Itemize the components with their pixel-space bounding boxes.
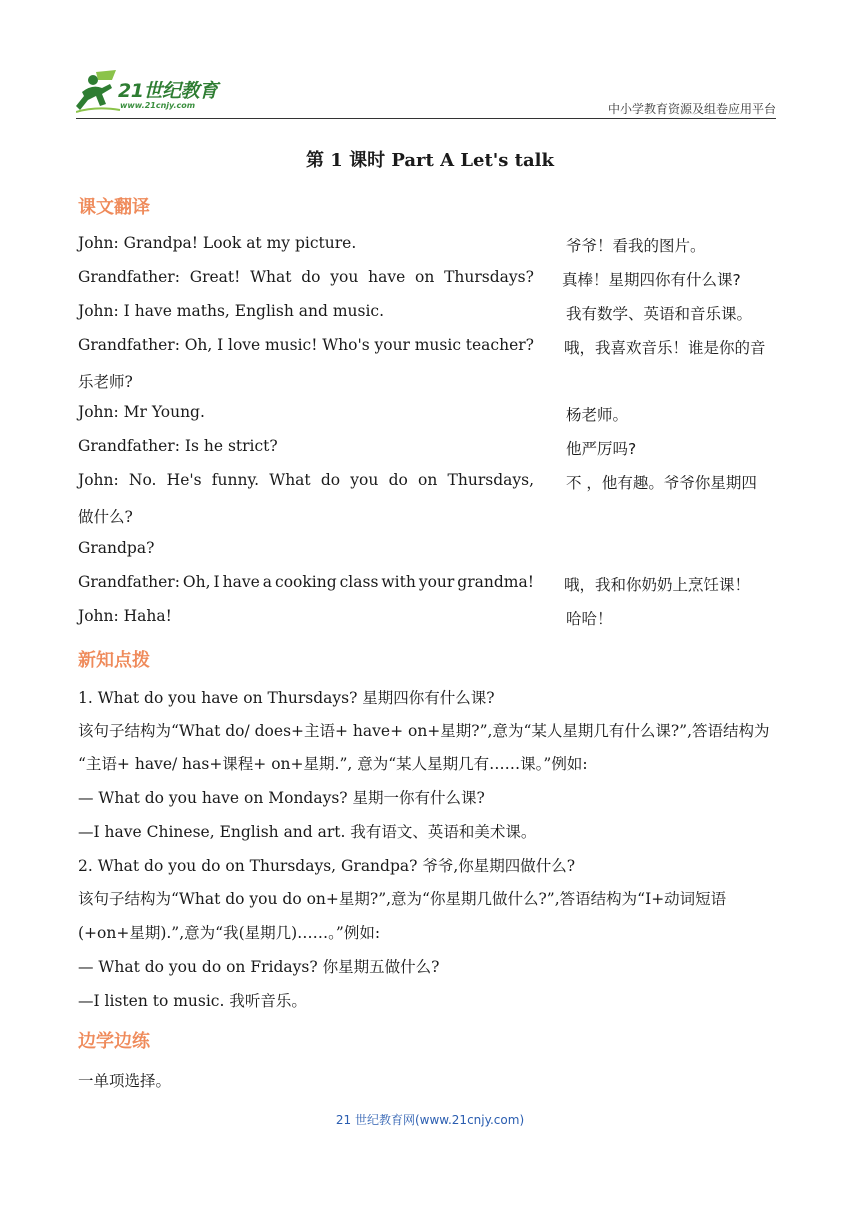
dialogue-chinese-translation: 不 ，他有趣。爷爷你星期四 <box>566 474 757 492</box>
dialogue-chinese-translation: 爷爷！看我的图片。 <box>566 237 706 255</box>
dialogue-word: Great! <box>189 268 241 286</box>
knowledge-line: (+on+星期).”,意为“我(星期几)……。”例如: <box>78 924 381 942</box>
dialogue-word: Grandfather: <box>78 268 180 286</box>
dialogue-english-line: John: Haha! <box>78 607 172 625</box>
knowledge-line: —I have Chinese, English and art. 我有语文、英语和美术课。 <box>78 823 537 841</box>
knowledge-line: — What do you do on Fridays? 你星期五做什么? <box>78 958 440 976</box>
dialogue-word: with <box>381 573 416 591</box>
knowledge-line: 1. What do you have on Thursdays? 星期四你有什么课? <box>78 689 495 707</box>
dialogue-word: do <box>320 471 341 489</box>
dialogue-word: I <box>217 336 224 354</box>
header-tagline: 中小学教育资源及组卷应用平台 <box>607 102 776 116</box>
logo <box>76 70 246 116</box>
dialogue-word: No. <box>128 471 157 489</box>
knowledge-line: 该句子结构为“What do/ does+主语+ have+ on+星期?”,意为“某人星期几有什么课?”,答语结构为 <box>78 722 770 740</box>
dialogue-word: John: <box>78 471 119 489</box>
knowledge-line: “主语+ have/ has+课程+ on+星期.”, 意为“某人星期几有……课。”例如: <box>78 755 588 773</box>
dialogue-word: your <box>418 573 455 591</box>
dialogue-word: you <box>350 471 379 489</box>
dialogue-english-line: 做什么? <box>78 508 133 526</box>
dialogue-word: do <box>301 268 321 286</box>
dialogue-word: music <box>414 336 462 354</box>
dialogue-word: Oh, <box>182 573 211 591</box>
dialogue-word: have <box>368 268 406 286</box>
practice-instruction: 一单项选择。 <box>78 1072 172 1090</box>
logo-url: www.21cnjy.com <box>120 101 196 110</box>
dialogue-english-line <box>78 471 534 489</box>
dialogue-word: class <box>339 573 379 591</box>
dialogue-english-line: John: I have maths, English and music. <box>78 302 385 320</box>
dialogue-chinese-translation: 杨老师。 <box>566 406 629 424</box>
dialogue-english-line: 乐老师? <box>78 373 133 391</box>
section-heading-knowledge: 新知点拨 <box>78 650 150 671</box>
dialogue-word: funny. <box>211 471 260 489</box>
dialogue-english-line <box>78 573 534 591</box>
dialogue-word: What <box>269 471 311 489</box>
dialogue-word: He's <box>166 471 202 489</box>
dialogue-word: music! <box>264 336 318 354</box>
dialogue-word: do <box>388 471 408 489</box>
logo-text: 21世纪教育 <box>118 80 218 102</box>
knowledge-line: — What do you have on Mondays? 星期一你有什么课? <box>78 789 485 807</box>
dialogue-word: Thursdays, <box>447 471 534 489</box>
dialogue-word: I <box>213 573 220 591</box>
footer: 21 世纪教育网(www.21cnjy.com) <box>335 1113 525 1127</box>
runner-logo-icon <box>76 70 122 116</box>
dialogue-english-line <box>78 336 534 354</box>
header-divider <box>76 118 776 119</box>
dialogue-word: grandma! <box>457 573 534 591</box>
dialogue-word: Who's <box>322 336 370 354</box>
dialogue-chinese-translation: 我有数学、英语和音乐课。 <box>566 305 753 323</box>
page-header <box>76 70 776 118</box>
dialogue-word: on <box>415 268 435 286</box>
knowledge-line: 该句子结构为“What do you do on+星期?”,意为“你星期几做什么?”,答语结构为“I+动词短语 <box>78 890 727 908</box>
knowledge-line: —I listen to music. 我听音乐。 <box>78 992 307 1010</box>
knowledge-line: 2. What do you do on Thursdays, Grandpa? 爷爷,你星期四做什么? <box>78 857 576 875</box>
dialogue-english-line <box>78 268 534 286</box>
dialogue-chinese-translation: 他严厉吗? <box>566 440 637 458</box>
dialogue-word: Thursdays? <box>444 268 534 286</box>
page-title: 第 1 课时 Part A Let's talk <box>306 150 554 171</box>
dialogue-english-line: John: Mr Young. <box>78 403 205 421</box>
dialogue-word: on <box>418 471 438 489</box>
section-heading-practice: 边学边练 <box>78 1031 150 1052</box>
dialogue-word: Grandfather: <box>78 573 180 591</box>
dialogue-word: you <box>330 268 359 286</box>
dialogue-word: teacher? <box>465 336 534 354</box>
dialogue-word: a <box>262 573 273 591</box>
dialogue-english-line: Grandpa? <box>78 539 155 557</box>
dialogue-word: your <box>374 336 410 354</box>
dialogue-english-line: John: Grandpa! Look at my picture. <box>78 234 357 252</box>
dialogue-chinese-translation: 哦，我喜欢音乐！谁是你的音 <box>564 339 766 357</box>
dialogue-chinese-translation: 哦，我和你奶奶上烹饪课！ <box>564 576 751 594</box>
dialogue-chinese-translation: 真棒！星期四你有什么课? <box>562 271 741 289</box>
dialogue-word: Oh, <box>184 336 213 354</box>
dialogue-word: Grandfather: <box>78 336 180 354</box>
dialogue-word: What <box>250 268 292 286</box>
dialogue-word: cooking <box>275 573 337 591</box>
dialogue-word: have <box>222 573 260 591</box>
dialogue-chinese-translation: 哈哈！ <box>566 610 613 628</box>
dialogue-english-line: Grandfather: Is he strict? <box>78 437 278 455</box>
section-heading-translation: 课文翻译 <box>78 197 150 218</box>
dialogue-word: love <box>227 336 261 354</box>
